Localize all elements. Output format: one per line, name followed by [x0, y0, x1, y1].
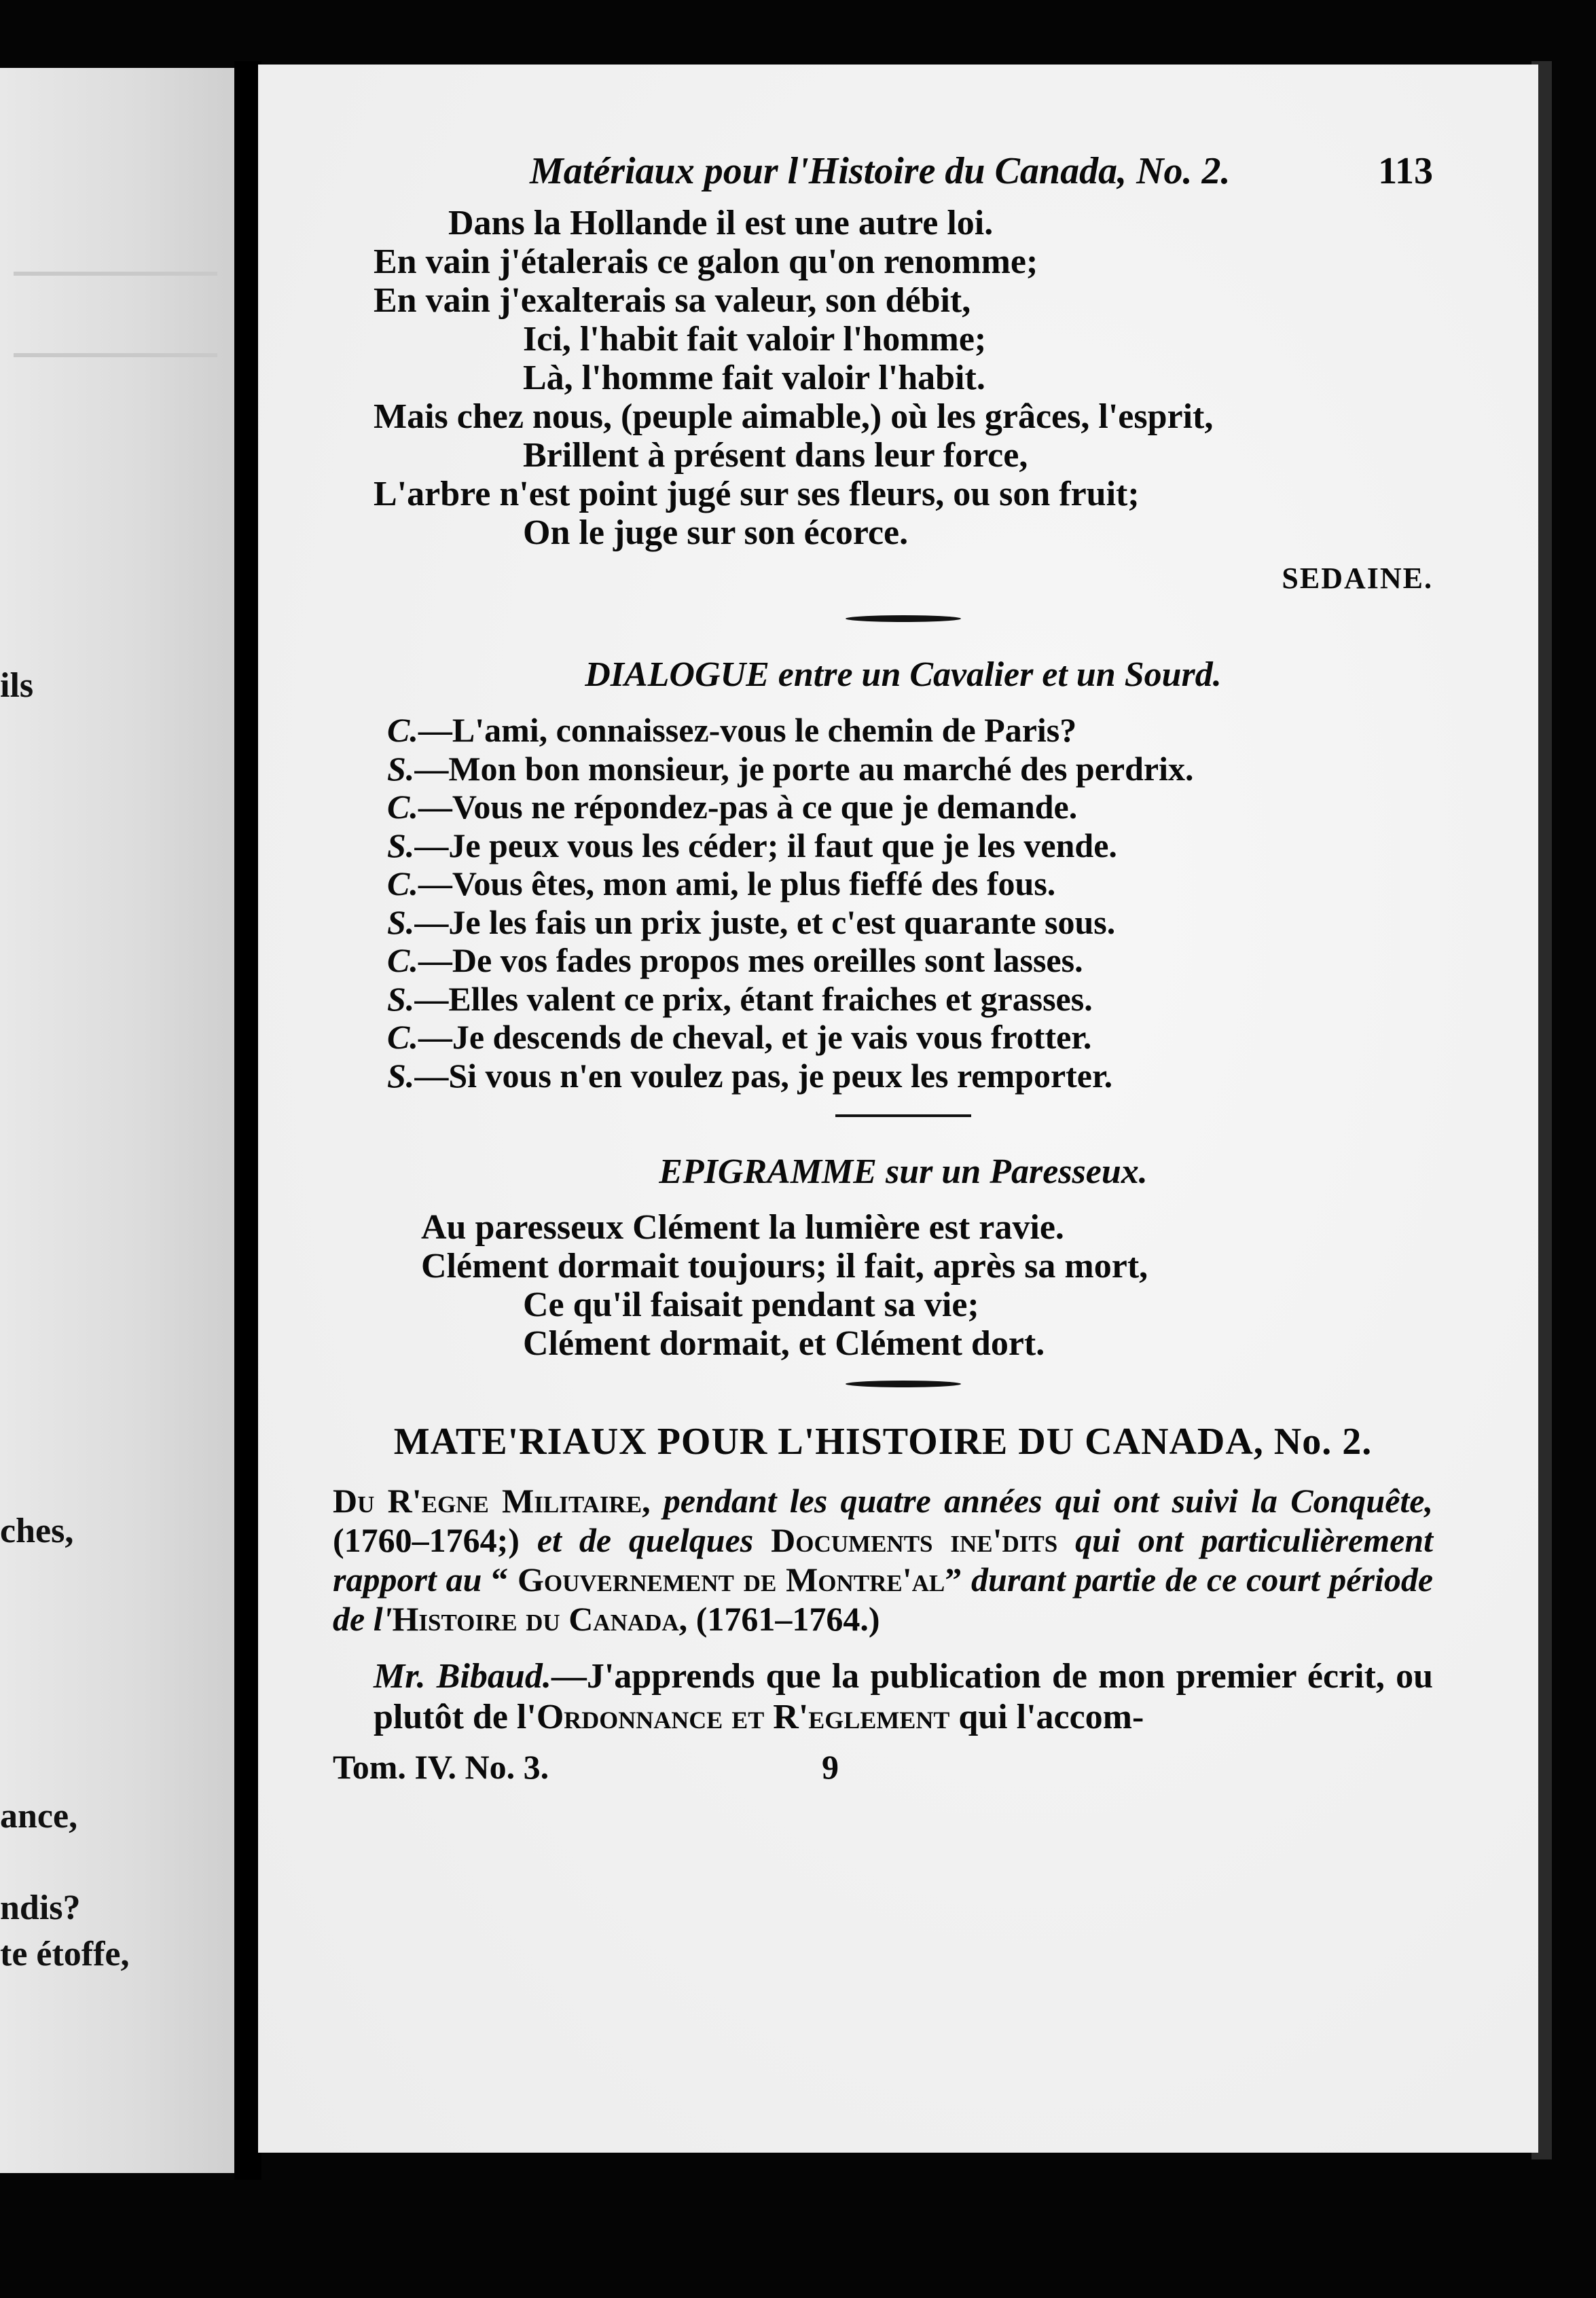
subheading-part: “ Gouvernement de Montre'al” — [482, 1561, 962, 1599]
epigram-line: Clément dormait, et Clément dort. — [523, 1324, 1045, 1363]
line-text: —L'ami, connaissez-vous le chemin de Paris? — [418, 711, 1077, 749]
paragraph-speaker: Mr. Bibaud. — [374, 1657, 551, 1696]
paragraph-text: qui l'accom- — [949, 1698, 1144, 1736]
subheading-part: et de quelques — [519, 1521, 754, 1559]
speaker: C. — [387, 1018, 418, 1056]
line-text: —Si vous n'en voulez pas, je peux les remporter. — [414, 1056, 1113, 1095]
poem-line: Mais chez nous, (peuple aimable,) où les grâces, l'esprit, — [374, 397, 1214, 436]
subheading-part: qui ont particulièrement rapport au — [333, 1521, 1433, 1599]
dialogue-line — [387, 1018, 1433, 1057]
speaker: C. — [387, 788, 418, 826]
faded-line — [14, 353, 217, 357]
ornament-divider — [374, 613, 1433, 640]
book-gutter — [234, 61, 261, 2180]
paragraph-text: Ordonnance et R'eglement — [536, 1698, 950, 1736]
dialogue-line — [387, 941, 1433, 980]
subheading-part: pendant les quatre années qui ont suivi la Conquête, — [650, 1482, 1433, 1520]
divider-rule — [846, 615, 961, 622]
speaker: C. — [387, 864, 418, 902]
poem-line: On le juge sur son écorce. — [523, 513, 909, 552]
line-text: —De vos fades propos mes oreilles sont lasses. — [418, 941, 1083, 979]
poem-line: En vain j'exalterais sa valeur, son débit, — [374, 281, 971, 320]
subheading-part: Du R'egne Militaire, — [333, 1482, 651, 1520]
divider-rule — [835, 1114, 971, 1117]
dialogue-title — [374, 655, 1433, 695]
facing-page — [0, 68, 234, 2173]
line-text: —Elles valent ce prix, étant fraiches et grasses. — [414, 979, 1093, 1018]
line-text: —Je peux vous les céder; il faut que je les vende. — [414, 826, 1117, 864]
dialogue-line — [387, 864, 1433, 903]
line-text: —Je les fais un prix juste, et c'est quarante sous. — [414, 902, 1116, 941]
faded-line — [14, 272, 217, 276]
epigram — [374, 1208, 1433, 1363]
facing-page-fragment: ches, — [0, 1512, 74, 1550]
article-subheading — [333, 1481, 1433, 1639]
line-text: —Mon bon monsieur, je porte au marché des perdrix. — [414, 749, 1194, 788]
speaker: S. — [387, 826, 415, 864]
speaker: S. — [387, 1056, 415, 1095]
epigram-title-lead: EPIGRAMME — [659, 1152, 877, 1191]
dialogue — [374, 711, 1433, 1095]
line-text: —Vous êtes, mon ami, le plus fieffé des fous. — [418, 864, 1056, 902]
facing-page-fragment: ils — [0, 666, 34, 705]
dialogue-line — [387, 1057, 1433, 1095]
subheading-part: (1761–1764.) — [687, 1600, 880, 1638]
divider-rule — [846, 1381, 961, 1387]
poem-line: En vain j'étalerais ce galon qu'on renomme; — [374, 242, 1038, 281]
poem-line: Ici, l'habit fait valoir l'homme; — [523, 320, 987, 359]
running-head — [374, 149, 1433, 204]
facing-page-fragment: ndis? — [0, 1889, 81, 1927]
poem — [374, 204, 1433, 598]
dialogue-title-lead: DIALOGUE — [585, 655, 769, 694]
book-page — [258, 65, 1538, 2153]
facing-page-fragment: te étoffe, — [0, 1935, 130, 1973]
epigram-line: Au paresseux Clément la lumière est ravie. — [421, 1208, 1064, 1247]
speaker: C. — [387, 941, 418, 979]
dialogue-line — [387, 903, 1433, 942]
running-title: Matériaux pour l'Histoire du Canada, No. 2. — [530, 150, 1231, 192]
facing-page-fragment: ance, — [0, 1797, 78, 1836]
poem-line: Dans la Hollande il est une autre loi. — [448, 204, 994, 242]
article-heading: MATE'RIAUX POUR L'HISTOIRE DU CANADA, No. 2. — [393, 1421, 1373, 1463]
epigram-title-rest: sur un Paresseux. — [876, 1152, 1148, 1191]
signature-mark: 9 — [822, 1748, 839, 1786]
epigram-line: Ce qu'il faisait pendant sa vie; — [523, 1285, 979, 1324]
subheading-part: Histoire du Canada, — [392, 1600, 688, 1638]
subheading-part: (1760–1764;) — [333, 1521, 520, 1559]
subheading-part: durant partie de ce court période de l' — [333, 1561, 1434, 1638]
paragraph-text: —J'apprends que la publication de mon premier écrit, ou plutôt de l' — [374, 1657, 1433, 1736]
ornament-divider — [374, 1378, 1433, 1405]
footer-signature-line — [333, 1747, 1433, 1788]
page-number: 113 — [1378, 150, 1433, 192]
page-content — [333, 149, 1434, 1788]
speaker: S. — [387, 749, 415, 788]
article-paragraph — [374, 1656, 1433, 1738]
poem-line: Là, l'homme fait valoir l'habit. — [523, 359, 985, 397]
dialogue-line — [387, 711, 1433, 750]
dialogue-line — [387, 788, 1433, 826]
tome-label: Tom. IV. No. 3. — [333, 1748, 549, 1786]
dialogue-line — [387, 826, 1433, 865]
dialogue-title-rest: entre un Cavalier et un Sourd. — [769, 655, 1222, 694]
poem-line: L'arbre n'est point jugé sur ses fleurs, ou son fruit; — [374, 475, 1140, 513]
speaker: C. — [387, 711, 418, 749]
speaker: S. — [387, 979, 415, 1018]
line-text: —Je descends de cheval, et je vais vous frotter. — [418, 1018, 1092, 1056]
poem-line: Brillent à présent dans leur force, — [523, 436, 1028, 475]
dialogue-line — [387, 750, 1433, 788]
speaker: S. — [387, 902, 415, 941]
dialogue-line — [387, 980, 1433, 1019]
epigram-line: Clément dormait toujours; il fait, après sa mort, — [421, 1247, 1148, 1285]
line-text: —Vous ne répondez-pas à ce que je demande. — [418, 788, 1078, 826]
thin-divider — [374, 1110, 1433, 1137]
poem-signature: SEDAINE. — [1282, 562, 1433, 595]
epigram-title — [374, 1152, 1433, 1192]
subheading-part: Documents ine'dits — [753, 1521, 1058, 1559]
